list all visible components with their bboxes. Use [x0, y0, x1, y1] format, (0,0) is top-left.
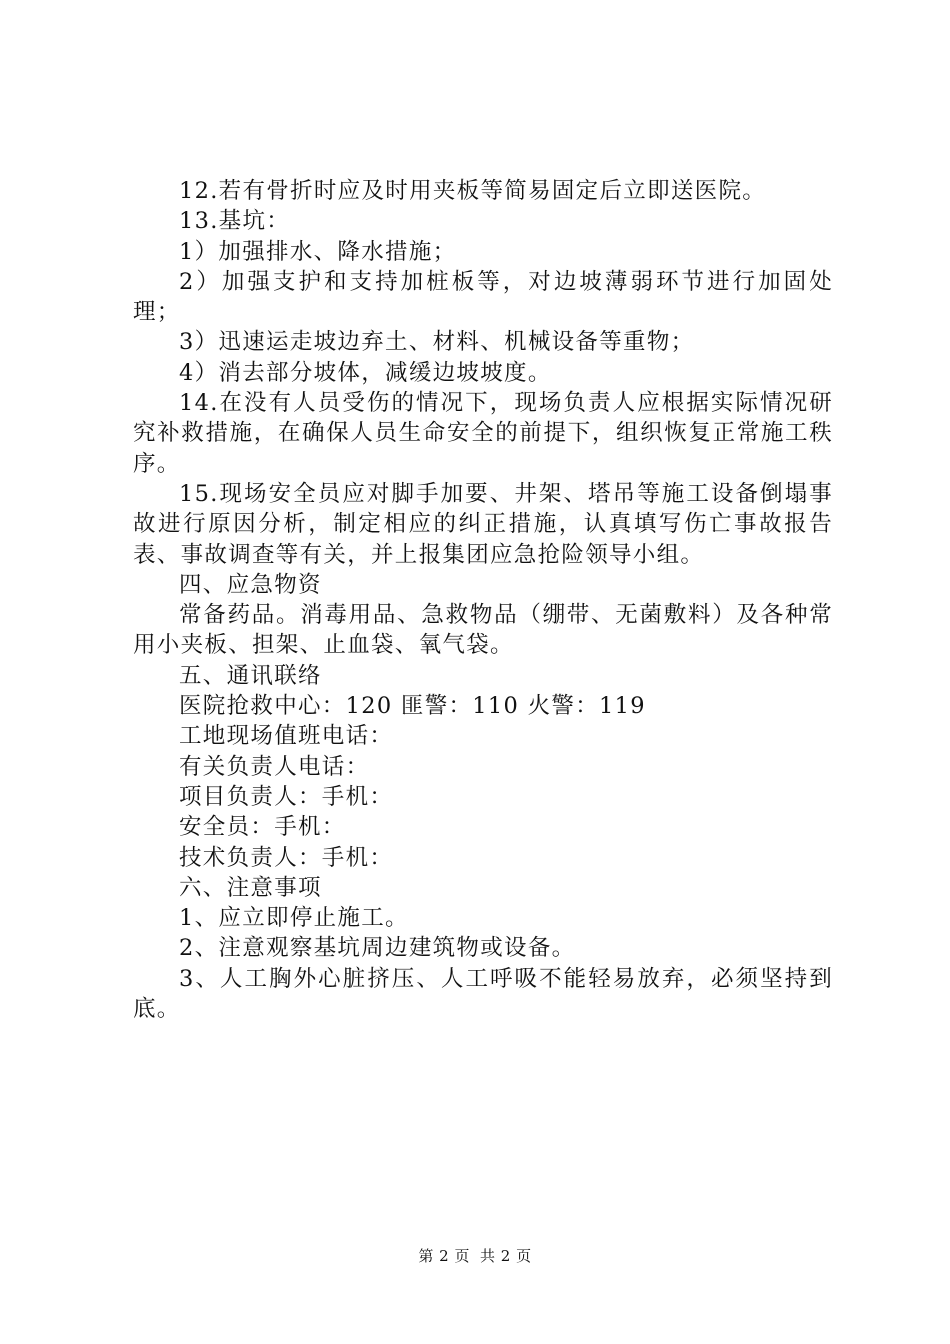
note-item-3: 3、人工胸外心脏挤压、人工呼吸不能轻易放弃，必须坚持到底。 — [133, 965, 833, 1023]
paragraph-12: 12.若有骨折时应及时用夹板等简易固定后立即送医院。 — [179, 178, 767, 204]
note-item-2: 2、注意观察基坑周边建筑物或设备。 — [179, 935, 576, 962]
document-body — [133, 176, 833, 1024]
emergency-numbers: 医院抢救中心：120 匪警：110 火警：119 — [179, 693, 646, 720]
supplies-text: 常备药品。消毒用品、急救物品（绷带、无菌敷料）及各种常用小夹板、担架、止血袋、氧气袋。 — [133, 602, 833, 659]
page-number: 第 2 页 — [418, 1247, 470, 1265]
total-pages: 共 2 页 — [480, 1247, 532, 1265]
paragraph-14: 14.在没有人员受伤的情况下，现场负责人应根据实际情况研究补救措施，在确保人员生命安全的前提下，组织恢复正常施工秩序。 — [133, 390, 833, 477]
page-footer — [0, 1245, 950, 1266]
site-duty-phone: 工地现场值班电话： — [179, 723, 394, 750]
paragraph-13-heading: 13.基坑： — [179, 208, 291, 235]
section-heading-notes: 六、注意事项 — [179, 874, 322, 901]
paragraph-13-item-3: 3）迅速运走坡边弃土、材料、机械设备等重物； — [179, 329, 695, 356]
safety-officer-phone: 安全员：手机： — [179, 814, 346, 841]
responsible-person-phone: 有关负责人电话： — [179, 753, 370, 780]
paragraph-13-item-1: 1）加强排水、降水措施； — [179, 238, 457, 265]
project-manager-phone: 项目负责人：手机： — [179, 783, 394, 810]
section-heading-supplies: 四、应急物资 — [179, 571, 322, 598]
technical-lead-phone: 技术负责人：手机： — [179, 844, 394, 871]
note-item-1: 1、应立即停止施工。 — [179, 905, 409, 932]
paragraph-13-item-2: 2）加强支护和支持加桩板等，对边坡薄弱环节进行加固处理； — [133, 268, 833, 326]
paragraph-13-item-4: 4）消去部分坡体，减缓边坡坡度。 — [179, 359, 552, 386]
paragraph-15: 15.现场安全员应对脚手加要、井架、塔吊等施工设备倒塌事故进行原因分析，制定相应的纠正措施，认真填写伤亡事故报告表、事故调查等有关，并上报集团应急抢险领导小组。 — [133, 480, 833, 568]
section-heading-contacts: 五、通讯联络 — [179, 662, 322, 689]
